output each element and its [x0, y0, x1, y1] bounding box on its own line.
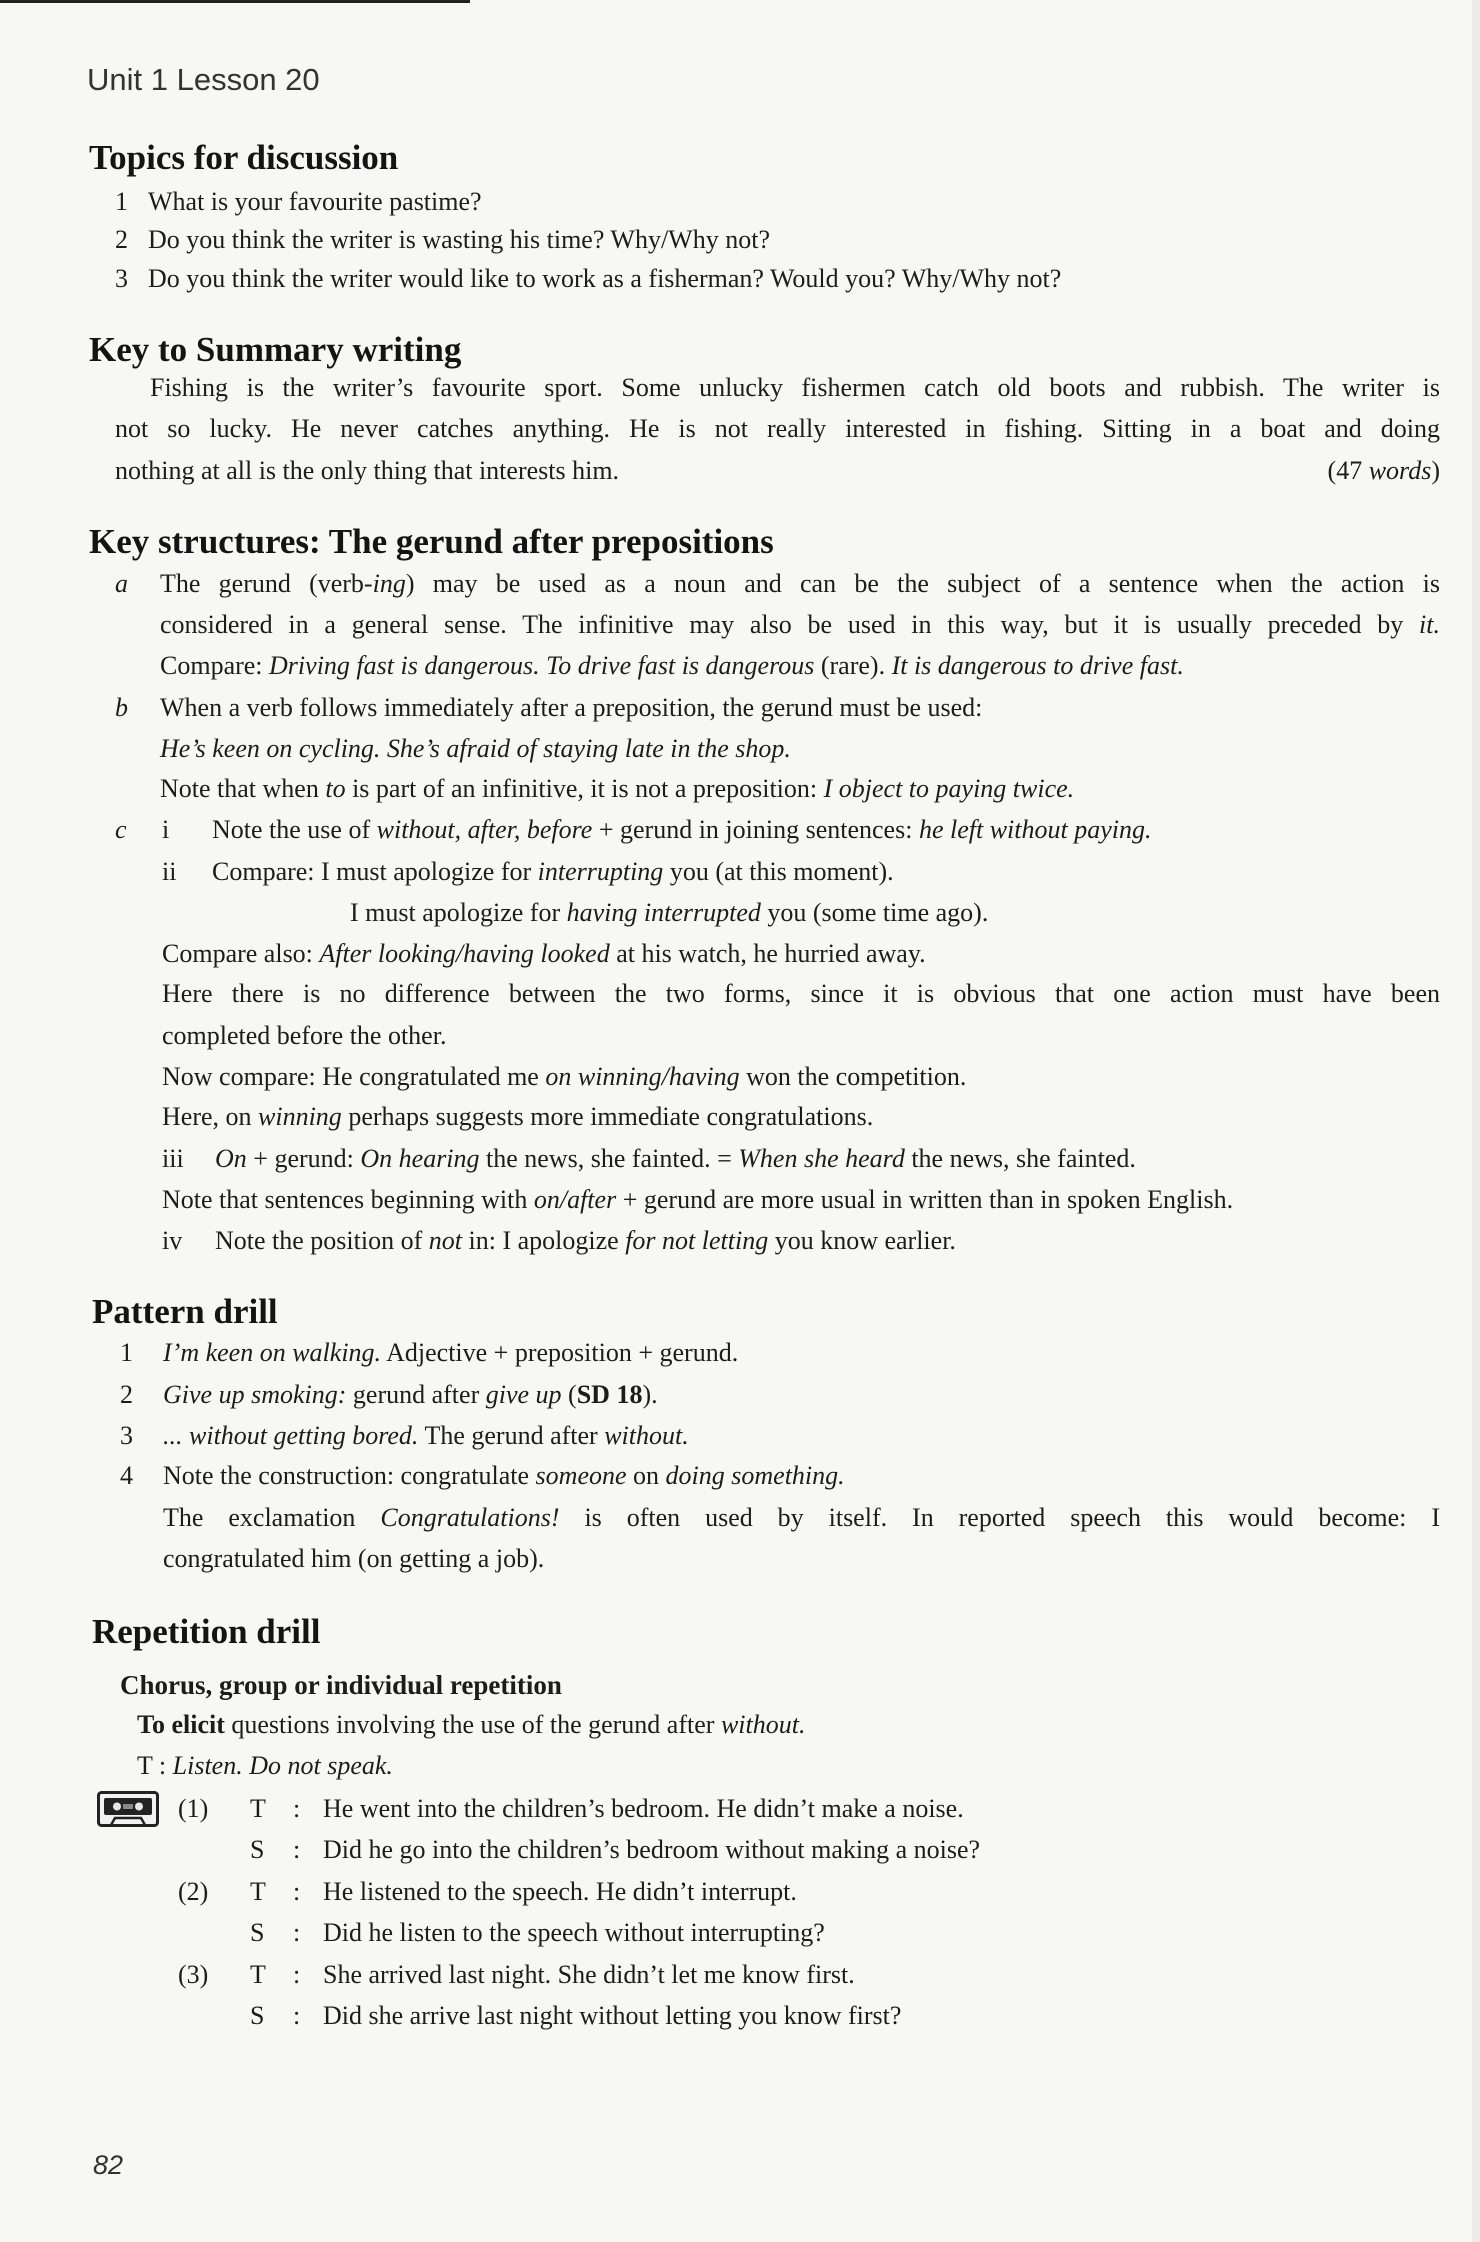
unit-lesson-header: Unit 1 Lesson 20 [87, 62, 320, 97]
summary-line: not so lucky. He never catches anything. He is not really interested in fishing. Sitting in a boat and doing [115, 414, 1440, 443]
pattern-number: 3 [120, 1421, 133, 1450]
speaker-label: S [250, 1918, 265, 1947]
page-edge [1472, 0, 1480, 2242]
pattern-item: Note the construction: congratulate someone on doing something. [163, 1461, 845, 1490]
colon: : [293, 1960, 301, 1989]
speaker-label: T [250, 1877, 266, 1906]
topic-number: 2 [115, 225, 128, 254]
topic-question: Do you think the writer would like to work as a fisherman? Would you? Why/Why not? [148, 264, 1062, 293]
repetition-heading: Repetition drill [92, 1612, 321, 1651]
speaker-label: S [250, 2001, 265, 2030]
structure-c-line: Note the use of without, after, before + gerund in joining sentences: he left without paying. [212, 815, 1152, 844]
structure-a-line: Compare: Driving fast is dangerous. To drive fast is dangerous (rare). It is dangerous to drive fast. [160, 651, 1184, 680]
structure-c-line: Note the position of not in: I apologize for not letting you know earlier. [215, 1226, 956, 1255]
structure-c-line: Here, on winning perhaps suggests more immediate congratulations. [162, 1102, 874, 1131]
speaker-label: T [250, 1960, 266, 1989]
pattern-number: 4 [120, 1461, 133, 1490]
structure-c-line: Compare: I must apologize for interrupting you (at this moment). [212, 857, 894, 886]
topic-number: 1 [115, 187, 128, 216]
pattern-number: 2 [120, 1380, 133, 1409]
exchange-number: (1) [178, 1794, 209, 1823]
structure-b-line: Note that when to is part of an infinitive, it is not a preposition: I object to paying twice. [160, 774, 1075, 803]
colon: : [293, 1794, 301, 1823]
structure-c-line: I must apologize for having interrupted you (some time ago). [350, 898, 989, 927]
colon: : [293, 1877, 301, 1906]
student-line: Did he listen to the speech without interrupting? [323, 1918, 825, 1947]
pattern-heading: Pattern drill [92, 1292, 278, 1331]
subitem-label: i [162, 815, 170, 844]
student-line: Did he go into the children’s bedroom without making a noise? [323, 1835, 981, 1864]
item-label-c: c [115, 815, 127, 844]
pattern-item: I’m keen on walking. Adjective + preposition + gerund. [163, 1338, 739, 1367]
page-number: 82 [93, 2150, 124, 2180]
exchange-number: (2) [178, 1877, 209, 1906]
item-label-b: b [115, 693, 128, 722]
colon: : [293, 1918, 301, 1947]
item-label-a: a [115, 569, 128, 598]
elicit-line: To elicit questions involving the use of the gerund after without. [137, 1710, 806, 1739]
structure-c-line: Now compare: He congratulated me on winning/having won the competition. [162, 1062, 967, 1091]
colon: : [293, 2001, 301, 2030]
structure-c-line: Note that sentences beginning with on/after + gerund are more usual in written than in spoken English. [162, 1185, 1234, 1214]
structure-b-line: When a verb follows immediately after a preposition, the gerund must be used: [160, 693, 983, 722]
pattern-item: ... without getting bored. The gerund after without. [163, 1421, 689, 1450]
teacher-line: She arrived last night. She didn’t let me know first. [323, 1960, 855, 1989]
pattern-note: The exclamation Congratulations! is often used by itself. In reported speech this would become: I [163, 1503, 1440, 1532]
structure-c-line: completed before the other. [162, 1021, 447, 1050]
structure-c-line: Here there is no difference between the two forms, since it is obvious that one action must have been [162, 979, 1440, 1008]
teacher-instruction: T : Listen. Do not speak. [137, 1751, 393, 1780]
topic-question: Do you think the writer is wasting his time? Why/Why not? [148, 225, 770, 254]
summary-line: Fishing is the writer’s favourite sport. Some unlucky fishermen catch old boots and rubbish. The writer is [150, 373, 1440, 402]
top-rule [0, 0, 470, 3]
teacher-line: He went into the children’s bedroom. He didn’t make a noise. [323, 1794, 964, 1823]
summary-line: nothing at all is the only thing that interests him. [115, 456, 620, 485]
summary-heading: Key to Summary writing [89, 330, 462, 369]
structure-c-line: Compare also: After looking/having looked at his watch, he hurried away. [162, 939, 926, 968]
structures-heading: Key structures: The gerund after prepositions [89, 522, 774, 561]
topics-heading: Topics for discussion [89, 138, 399, 177]
structure-c-line: On + gerund: On hearing the news, she fainted. = When she heard the news, she fainted. [215, 1144, 1136, 1173]
topic-question: What is your favourite pastime? [148, 187, 482, 216]
speaker-label: S [250, 1835, 265, 1864]
topic-number: 3 [115, 264, 128, 293]
subitem-label: iii [162, 1144, 184, 1173]
structure-a-line: considered in a general sense. The infinitive may also be used in this way, but it is usually preceded by it. [160, 610, 1440, 639]
structure-b-example: He’s keen on cycling. She’s afraid of staying late in the shop. [160, 734, 791, 763]
word-count: (47 words) [1327, 456, 1440, 485]
repetition-subheading: Chorus, group or individual repetition [120, 1670, 562, 1700]
pattern-item: Give up smoking: gerund after give up (SD 18). [163, 1380, 658, 1409]
speaker-label: T [250, 1794, 266, 1823]
pattern-note: congratulated him (on getting a job). [163, 1544, 545, 1573]
subitem-label: ii [162, 857, 177, 886]
structure-a-line: The gerund (verb-ing) may be used as a noun and can be the subject of a sentence when the action is [160, 569, 1440, 598]
cassette-tape-icon [97, 1791, 159, 1827]
subitem-label: iv [162, 1226, 183, 1255]
student-line: Did she arrive last night without letting you know first? [323, 2001, 902, 2030]
exchange-number: (3) [178, 1960, 209, 1989]
teacher-line: He listened to the speech. He didn’t interrupt. [323, 1877, 797, 1906]
pattern-number: 1 [120, 1338, 133, 1367]
colon: : [293, 1835, 301, 1864]
